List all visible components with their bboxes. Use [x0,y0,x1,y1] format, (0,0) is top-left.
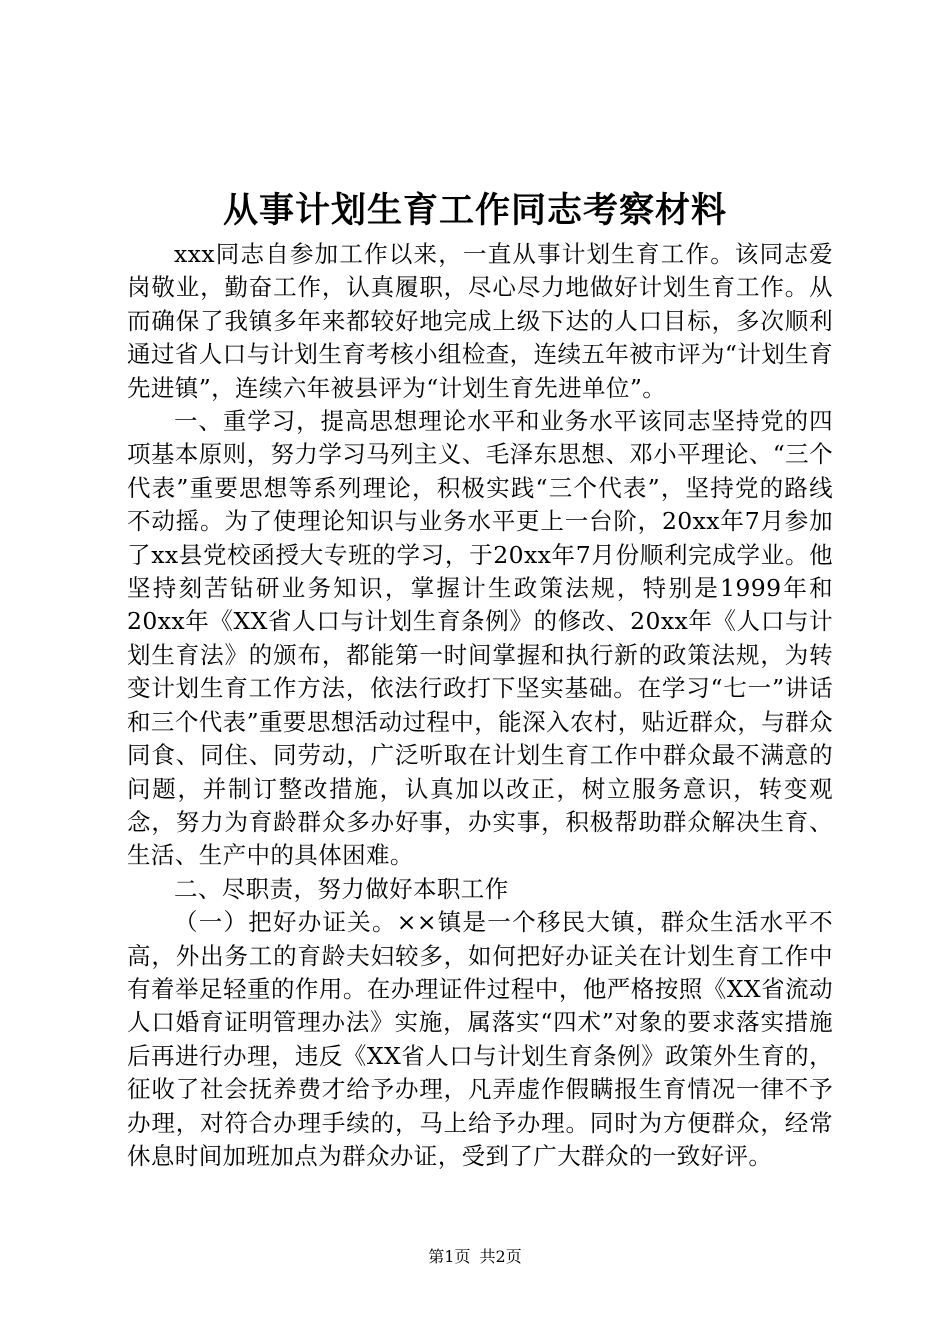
page-number: 第1页 [428,1247,471,1266]
paragraph-section-2-item-1: （一）把好办证关。××镇是一个移民大镇，群众生活水平不高，外出务工的育龄夫妇较多，如何把好办证关在计划生育工作中有着举足轻重的作用。在办理证件过程中，他严格按照《XX省流动人口婚育证明管理办法》实施，属落实“四术”对象的要求落实措施后再进行办理，违反《XX省人口与计划生育条例》政策外生育的，征收了社会抚养费才给予办理，凡弄虚作假瞒报生育情况一律不予办理，对符合办理手续的，马上给予办理。同时为方便群众，经常休息时间加班加点为群众办证，受到了广大群众的一致好评。 [127,908,833,1170]
document-body [127,238,833,1173]
paragraph-intro: xxx同志自参加工作以来，一直从事计划生育工作。该同志爱岗敬业，勤奋工作，认真履职，尽心尽力地做好计划生育工作。从而确保了我镇多年来都较好地完成上级下达的人口目标，多次顺利通过省人口与计划生育考核小组检查，连续五年被市评为“计划生育先进镇”，连续六年被县评为“计划生育先进单位”。 [127,240,833,402]
document-title: 从事计划生育工作同志考察材料 [222,190,727,231]
page-total: 共2页 [479,1247,522,1266]
paragraph-section-2-heading: 二、尽职责，努力做好本职工作 [174,874,509,903]
page-footer [0,1245,950,1269]
paragraph-section-1: 一、重学习，提高思想理论水平和业务水平该同志坚持党的四项基本原则，努力学习马列主义、毛泽东思想、邓小平理论、“三个代表”重要思想等系列理论，积极实践“三个代表”，坚持党的路线不动摇。为了使理论知识与业务水平更上一台阶，20xx年7月参加了xx县党校函授大专班的学习，于20xx年7月份顺利完成学业。他坚持刻苦钻研业务知识，掌握计生政策法规，特别是1999年和20xx年《XX省人口与计划生育条例》的修改、20xx年《人口与计划生育法》的颁布，都能第一时间掌握和执行新的政策法规，为转变计划生育工作方法，依法行政打下坚实基础。在学习“七一”讲话和三个代表”重要思想活动过程中，能深入农村，贴近群众，与群众同食、同住、同劳动，广泛听取在计划生育工作中群众最不满意的问题，并制订整改措施，认真加以改正，树立服务意识，转变观念，努力为育龄群众多办好事，办实事，积极帮助群众解决生育、生活、生产中的具体困难。 [127,407,833,870]
